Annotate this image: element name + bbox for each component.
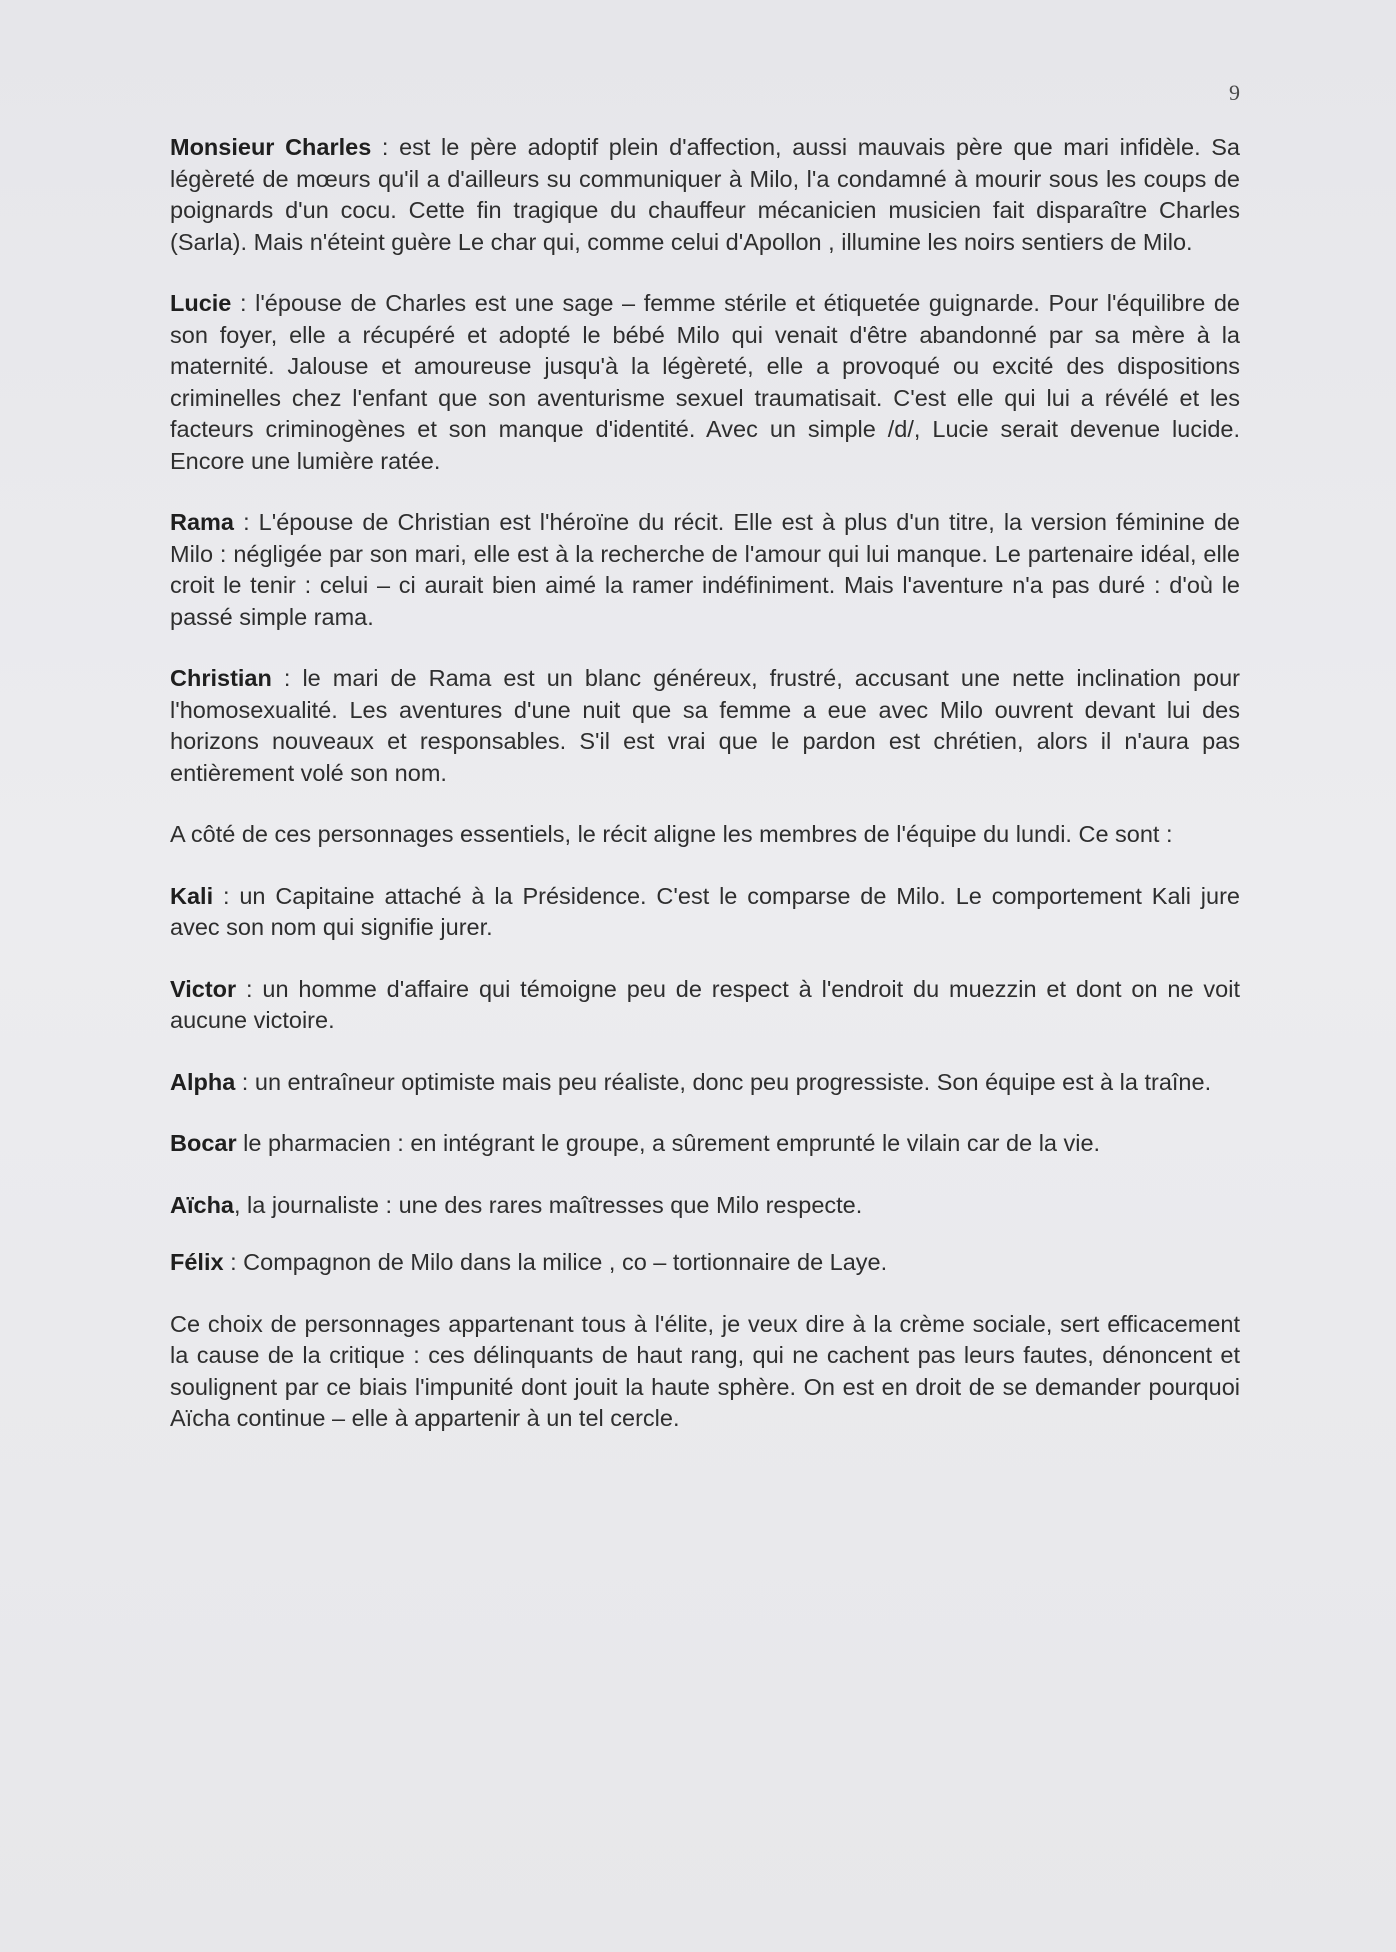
- character-description: : l'épouse de Charles est une sage – femme stérile et étiquetée guignarde. Pour l'équilibre de son foyer, elle a récupéré et adopté le bébé Milo qui venait d'être abandonné par sa mère à la maternité. Jalouse et amoureuse jusqu'à la légèreté, elle a provoqué ou excité des dispositions criminelles chez l'enfant que son aventurisme sexuel traumatisait. C'est elle qui lui a révélé et les facteurs criminogènes et son manque d'identité. Avec un simple /d/, Lucie serait devenue lucide. Encore une lumière ratée.: [170, 290, 1240, 474]
- character-description: le pharmacien : en intégrant le groupe, a sûrement emprunté le vilain car de la vie.: [236, 1130, 1101, 1156]
- character-description: : un Capitaine attaché à la Présidence. C'est le comparse de Milo. Le comportement Kali jure avec son nom qui signifie jurer.: [170, 882, 1240, 940]
- paragraph-aicha: [170, 1190, 1240, 1222]
- character-name: Aïcha: [170, 1191, 234, 1218]
- character-description: : Compagnon de Milo dans la milice , co – tortionnaire de Laye.: [223, 1249, 888, 1275]
- character-name: Félix: [170, 1249, 224, 1275]
- character-description: , la journaliste : une des rares maîtresses que Milo respecte.: [234, 1191, 863, 1218]
- character-description: : un homme d'affaire qui témoigne peu de respect à l'endroit du muezzin et dont on ne voit aucune victoire.: [170, 975, 1240, 1033]
- document-body: [170, 132, 1240, 1465]
- paragraph-bocar: [170, 1128, 1240, 1160]
- paragraph-kali: [170, 881, 1240, 944]
- paragraph-rama: [170, 507, 1240, 633]
- character-description: : est le père adoptif plein d'affection, aussi mauvais père que mari infidèle. Sa légèreté de mœurs qu'il a d'ailleurs su communiquer à Milo, l'a condamné à mourir sous les coups de poignards d'un cocu. Cette fin tragique du chauffeur mécanicien musicien fait disparaître Charles (Sarla). Mais n'éteint guère Le char qui, comme celui d'Apollon , illumine les noirs sentiers de Milo.: [170, 134, 1240, 255]
- paragraph-christian: [170, 663, 1240, 789]
- paragraph-intro-equipe: [170, 819, 1240, 851]
- character-description: : le mari de Rama est un blanc généreux, frustré, accusant une nette inclination pour l'homosexualité. Les aventures d'une nuit que sa femme a eue avec Milo ouvrent devant lui des horizons nouveaux et responsables. S'il est vrai que le pardon est chrétien, alors il n'aura pas entièrement volé son nom.: [170, 665, 1240, 786]
- paragraph-text: A côté de ces personnages essentiels, le récit aligne les membres de l'équipe du lundi. Ce sont :: [170, 821, 1173, 847]
- page-number: 9: [1229, 80, 1240, 105]
- paragraph-monsieur-charles: [170, 132, 1240, 258]
- character-name: Victor: [170, 975, 237, 1002]
- character-name: Monsieur Charles: [170, 134, 372, 160]
- character-name: Rama: [170, 509, 235, 535]
- character-name: Bocar: [170, 1130, 237, 1156]
- paragraph-text: Ce choix de personnages appartenant tous à l'élite, je veux dire à la crème sociale, sert efficacement la cause de la critique : ces délinquants de haut rang, qui ne cachent pas leurs fautes, dénoncent et soulignent par ce biais l'impunité dont jouit la haute sphère. On est en droit de se demander pourquoi Aïcha continue – elle à appartenir à un tel cercle.: [170, 1310, 1240, 1431]
- paragraph-conclusion: [170, 1309, 1240, 1435]
- paragraph-felix: [170, 1247, 1240, 1279]
- character-name: Christian: [170, 665, 272, 691]
- paragraph-victor: [170, 974, 1240, 1037]
- character-description: : un entraîneur optimiste mais peu réaliste, donc peu progressiste. Son équipe est à la traîne.: [235, 1068, 1212, 1095]
- character-description: : L'épouse de Christian est l'héroïne du récit. Elle est à plus d'un titre, la version féminine de Milo : négligée par son mari, elle est à la recherche de l'amour qui lui manque. Le partenaire idéal, elle croit le tenir : celui – ci aurait bien aimé la ramer indéfiniment. Mais l'aventure n'a pas duré : d'où le passé simple rama.: [170, 509, 1240, 630]
- character-name: Kali: [170, 882, 214, 909]
- character-name: Lucie: [170, 290, 232, 316]
- character-name: Alpha: [170, 1068, 236, 1095]
- paragraph-alpha: [170, 1067, 1240, 1099]
- paragraph-lucie: [170, 288, 1240, 477]
